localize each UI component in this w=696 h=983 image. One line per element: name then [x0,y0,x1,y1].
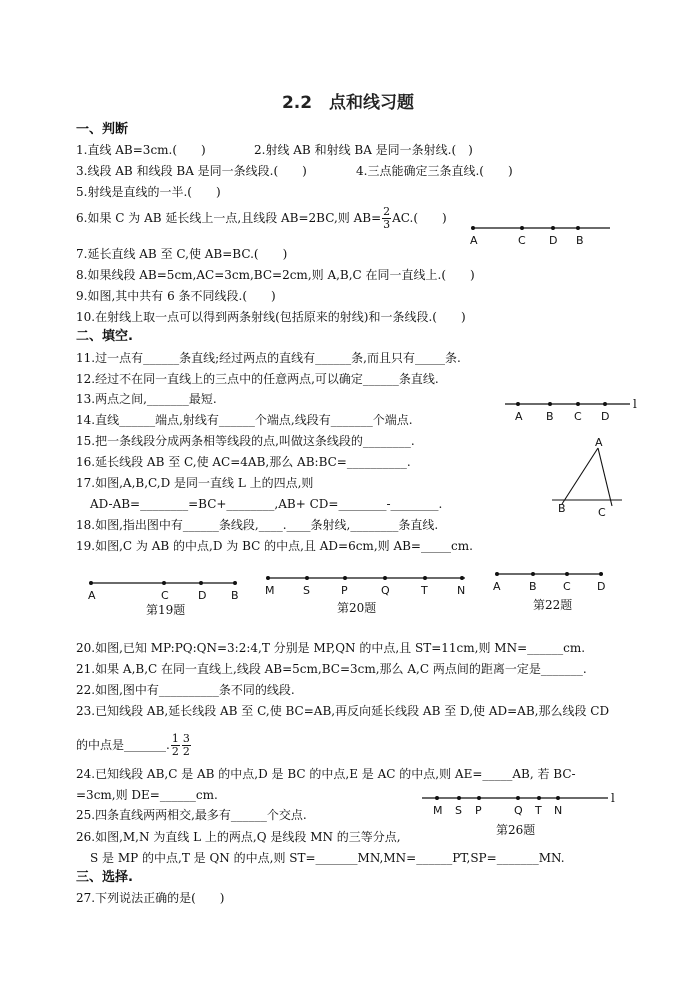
question-6-text: 6.如果 C 为 AB 延长线上一点,且线段 AB=2BC,则 AB= [76,211,382,225]
q18-label-a: A [595,436,603,449]
fraction-denominator: 2 [171,745,179,758]
question-26-continuation: S 是 MP 的中点,T 是 QN 的中点,则 ST=_______MN,MN=______PT,SP=_______MN. [90,851,565,865]
question-14: 14.直线______端点,射线有______个端点,线段有_______个端点. [76,413,413,427]
fig26-label-q: Q [514,804,523,817]
fraction-denominator: 3 [383,218,391,231]
fig22-label-a: A [493,580,501,593]
question-8: 8.如果线段 AB=5cm,AC=3cm,BC=2cm,则 A,B,C 在同一直线上.( ) [76,268,475,282]
fig20-caption: 第20题 [337,601,377,615]
fraction-one-half [171,733,180,758]
question-25: 25.四条直线两两相交,最多有______个交点. [76,808,307,822]
question-17: 17.如图,A,B,C,D 是同一直线 L 上的四点,则 [76,476,314,490]
figure-q18-triangle [540,436,630,520]
fig20-label-q: Q [381,584,390,597]
question-11: 11.过一点有______条直线;经过两点的直线有______条,而且只有_____条. [76,351,461,365]
q6-label-c: C [518,234,526,247]
figure-20 [265,570,475,622]
question-21: 21.如果 A,B,C 在同一直线上,线段 AB=5cm,BC=3cm,那么 A,C 两点间的距离一定是_______. [76,662,587,676]
figure-q14-line [505,398,655,426]
fraction-numerator: 1 [171,732,179,745]
fraction-numerator: 3 [182,732,190,745]
question-18: 18.如图,指出图中有______条线段,____.____条射线,________条直线. [76,518,439,532]
q6-label-b: B [576,234,584,247]
question-16: 16.延长线段 AB 至 C,使 AC=4AB,那么 AB:BC=__________. [76,455,411,469]
fraction-denominator: 2 [182,745,190,758]
question-13: 13.两点之间,_______最短. [76,392,217,406]
question-1: 1.直线 AB=3cm.( ) [76,143,206,157]
question-5: 5.射线是直线的一半.( ) [76,185,221,199]
fig22-label-c: C [563,580,571,593]
question-19: 19.如图,C 为 AB 的中点,D 为 BC 的中点,且 AD=6cm,则 AB=_____cm. [76,539,473,553]
question-20: 20.如图,已知 MP:PQ:QN=3:2:4,T 分别是 MP,QN 的中点,且 ST=11cm,则 MN=______cm. [76,641,586,655]
q6-label-d: D [549,234,558,247]
fig19-label-a: A [88,589,96,602]
question-23-text: 的中点是_______. [76,738,170,752]
fig20-label-m: M [265,584,275,597]
fig19-caption: 第19题 [146,603,186,617]
q14-label-d: D [601,410,610,423]
fig26-label-m: M [433,804,443,817]
fig26-label-s: S [455,804,462,817]
figure-q6-segment [470,222,620,250]
section-fill-heading: 二、填空. [76,329,133,344]
fig19-label-b: B [231,589,239,602]
question-6 [76,206,447,231]
question-2: 2.射线 AB 和射线 BA 是同一条射线.( ) [254,143,473,157]
question-15: 15.把一条线段分成两条相等线段的点,叫做这条线段的________. [76,434,415,448]
fraction-two-thirds [382,206,391,231]
fig22-caption: 第22题 [533,598,573,612]
q14-label-b: B [546,410,554,423]
fig26-label-p: P [475,804,482,817]
q18-label-c: C [598,506,606,519]
fig20-label-n: N [457,584,466,597]
figure-19 [88,575,248,623]
fig20-label-s: S [303,584,310,597]
q14-label-a: A [515,410,523,423]
question-7: 7.延长直线 AB 至 C,使 AB=BC.( ) [76,247,288,261]
q14-line-name: l [633,397,637,411]
q14-label-c: C [574,410,582,423]
fig20-label-p: P [341,584,348,597]
question-27: 27.下列说法正确的是( ) [76,891,225,905]
question-24: 24.已知线段 AB,C 是 AB 的中点,D 是 BC 的中点,E 是 AC 的中点,则 AE=_____AB, 若 BC- [76,767,576,781]
question-22: 22.如图,图中有__________条不同的线段. [76,683,295,697]
question-10: 10.在射线上取一点可以得到两条射线(包括原来的射线)和一条线段.( ) [76,310,466,324]
question-4: 4.三点能确定三条直线.( ) [356,164,513,178]
fig26-caption: 第26题 [496,823,536,837]
question-3: 3.线段 AB 和线段 BA 是同一条线段.( ) [76,164,307,178]
section-judge-heading: 一、判断 [76,122,129,137]
question-26: 26.如图,M,N 为直线 L 上的两点,Q 是线段 MN 的三等分点, [76,830,401,844]
question-9: 9.如图,其中共有 6 条不同线段.( ) [76,289,276,303]
fraction-three-halves [182,733,191,758]
fig26-label-t: T [535,804,542,817]
q18-label-b: B [558,502,566,515]
question-23-continuation [76,733,192,758]
q6-label-a: A [470,234,478,247]
question-6-tail: AC.( ) [392,211,447,225]
fig26-line-name: l [611,791,615,805]
fig19-label-d: D [198,589,207,602]
fig19-label-c: C [161,589,169,602]
section-choice-heading: 三、选择. [76,870,133,885]
fig22-label-b: B [529,580,537,593]
fig26-label-n: N [554,804,563,817]
question-23: 23.已知线段 AB,延长线段 AB 至 C,使 BC=AB,再反向延长线段 AB 至 D,使 AD=AB,那么线段 CD [76,704,610,718]
figure-26 [422,792,632,842]
question-17-equation: AD-AB=________=BC+________,AB+ CD=________-________. [90,497,443,511]
figure-22 [493,566,623,618]
page-title: 2.2 点和线习题 [281,93,415,113]
question-24-continuation: =3cm,则 DE=______cm. [76,788,218,802]
fraction-numerator: 2 [383,205,391,218]
question-12: 12.经过不在同一直线上的三点中的任意两点,可以确定______条直线. [76,372,439,386]
fig20-label-t: T [421,584,428,597]
fig22-label-d: D [597,580,606,593]
